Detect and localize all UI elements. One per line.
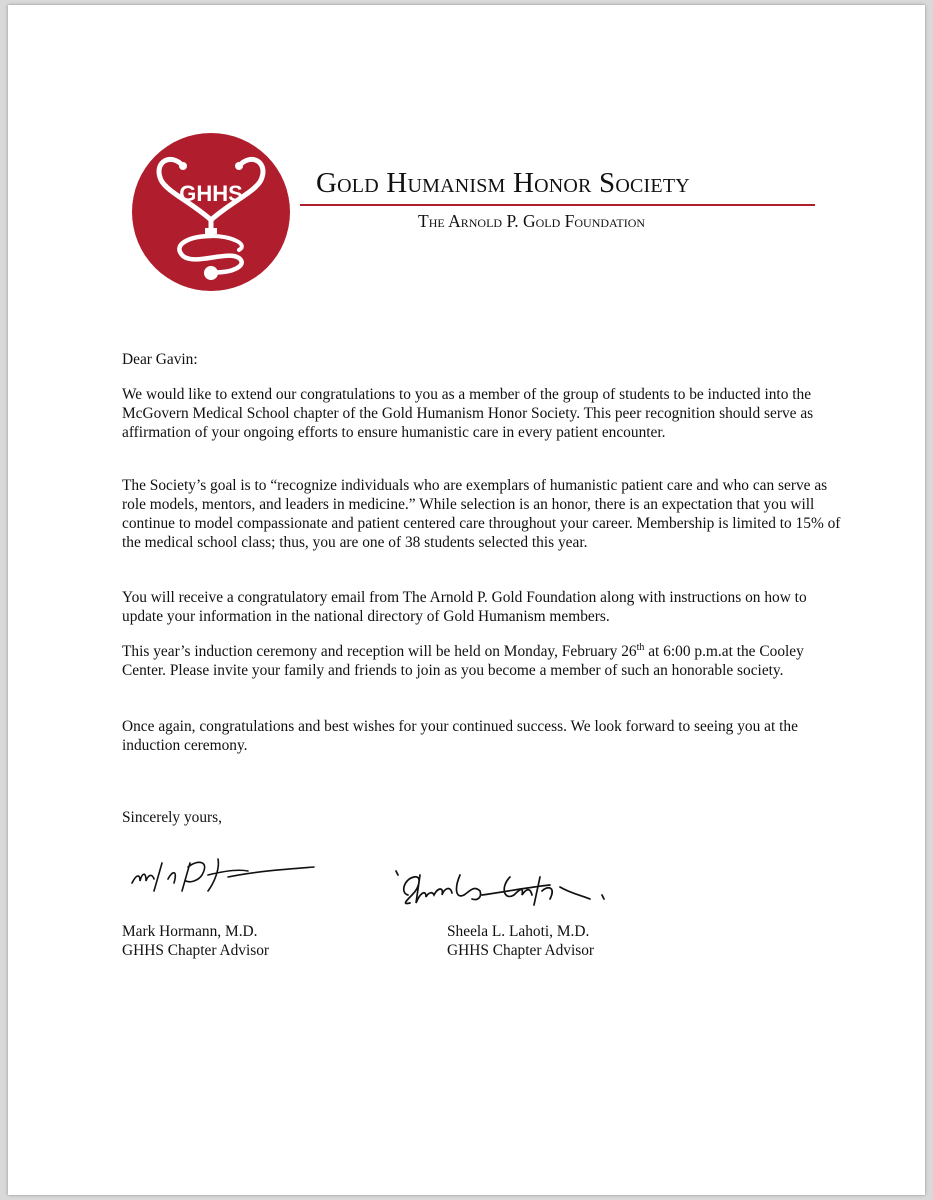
foundation-name: The Arnold P. Gold Foundation [418, 211, 646, 231]
letter-paragraph [122, 642, 842, 680]
signer-name: Sheela L. Lahoti, M.D. [447, 923, 590, 940]
letter-paragraph: Once again, congratulations and best wishes for your continued success. We look forward to seeing you at the induction ceremony. [122, 718, 798, 754]
letter-closing: Sincerely yours, [122, 809, 223, 826]
letter-paragraph: We would like to extend our congratulations to you as a member of the group of students to be inducted into the McGovern Medical School chapter of the Gold Humanism Honor Society. This peer recognition should serve as affirmation of your ongoing efforts to ensure humanistic care in every patient encounter. [122, 386, 814, 441]
organization-title: Gold Humanism Honor Society [316, 167, 690, 199]
ceremony-text-rest: at 6:00 p.m.at the Cooley Center. Please invite your family and friends to join as you become a member of such an honorable society. [122, 643, 804, 679]
letter-greeting: Dear Gavin: [122, 351, 198, 368]
letterhead-divider [300, 204, 815, 206]
logo-monogram: GHHS [179, 181, 243, 206]
date-suffix: th [636, 642, 645, 653]
letter-page [8, 5, 925, 1195]
letter-paragraph: The Society’s goal is to “recognize individuals who are exemplars of humanistic patient care and who can serve as role models, mentors, and leaders in medicine.” While selection is an honor, there is an expectation that you will continue to model compassionate and patient centered care throughout your career. Membership is limited to 15% of the medical school class; thus, you are one of 38 students selected this year. [122, 477, 841, 551]
handwritten-signature-icon [390, 865, 620, 915]
letter-paragraph: You will receive a congratulatory email from The Arnold P. Gold Foundation along with instructions on how to update your information in the national directory of Gold Humanism members. [122, 589, 807, 625]
signer-title: GHHS Chapter Advisor [447, 942, 595, 959]
handwritten-signature-icon [128, 853, 316, 895]
signer-block [447, 922, 594, 960]
signer-block [122, 922, 269, 960]
ghhs-logo-icon [131, 132, 291, 292]
signer-name: Mark Hormann, M.D. [122, 923, 258, 940]
ceremony-text: This year’s induction ceremony and reception will be held on Monday, February 26 [122, 643, 637, 660]
signer-title: GHHS Chapter Advisor [122, 942, 270, 959]
